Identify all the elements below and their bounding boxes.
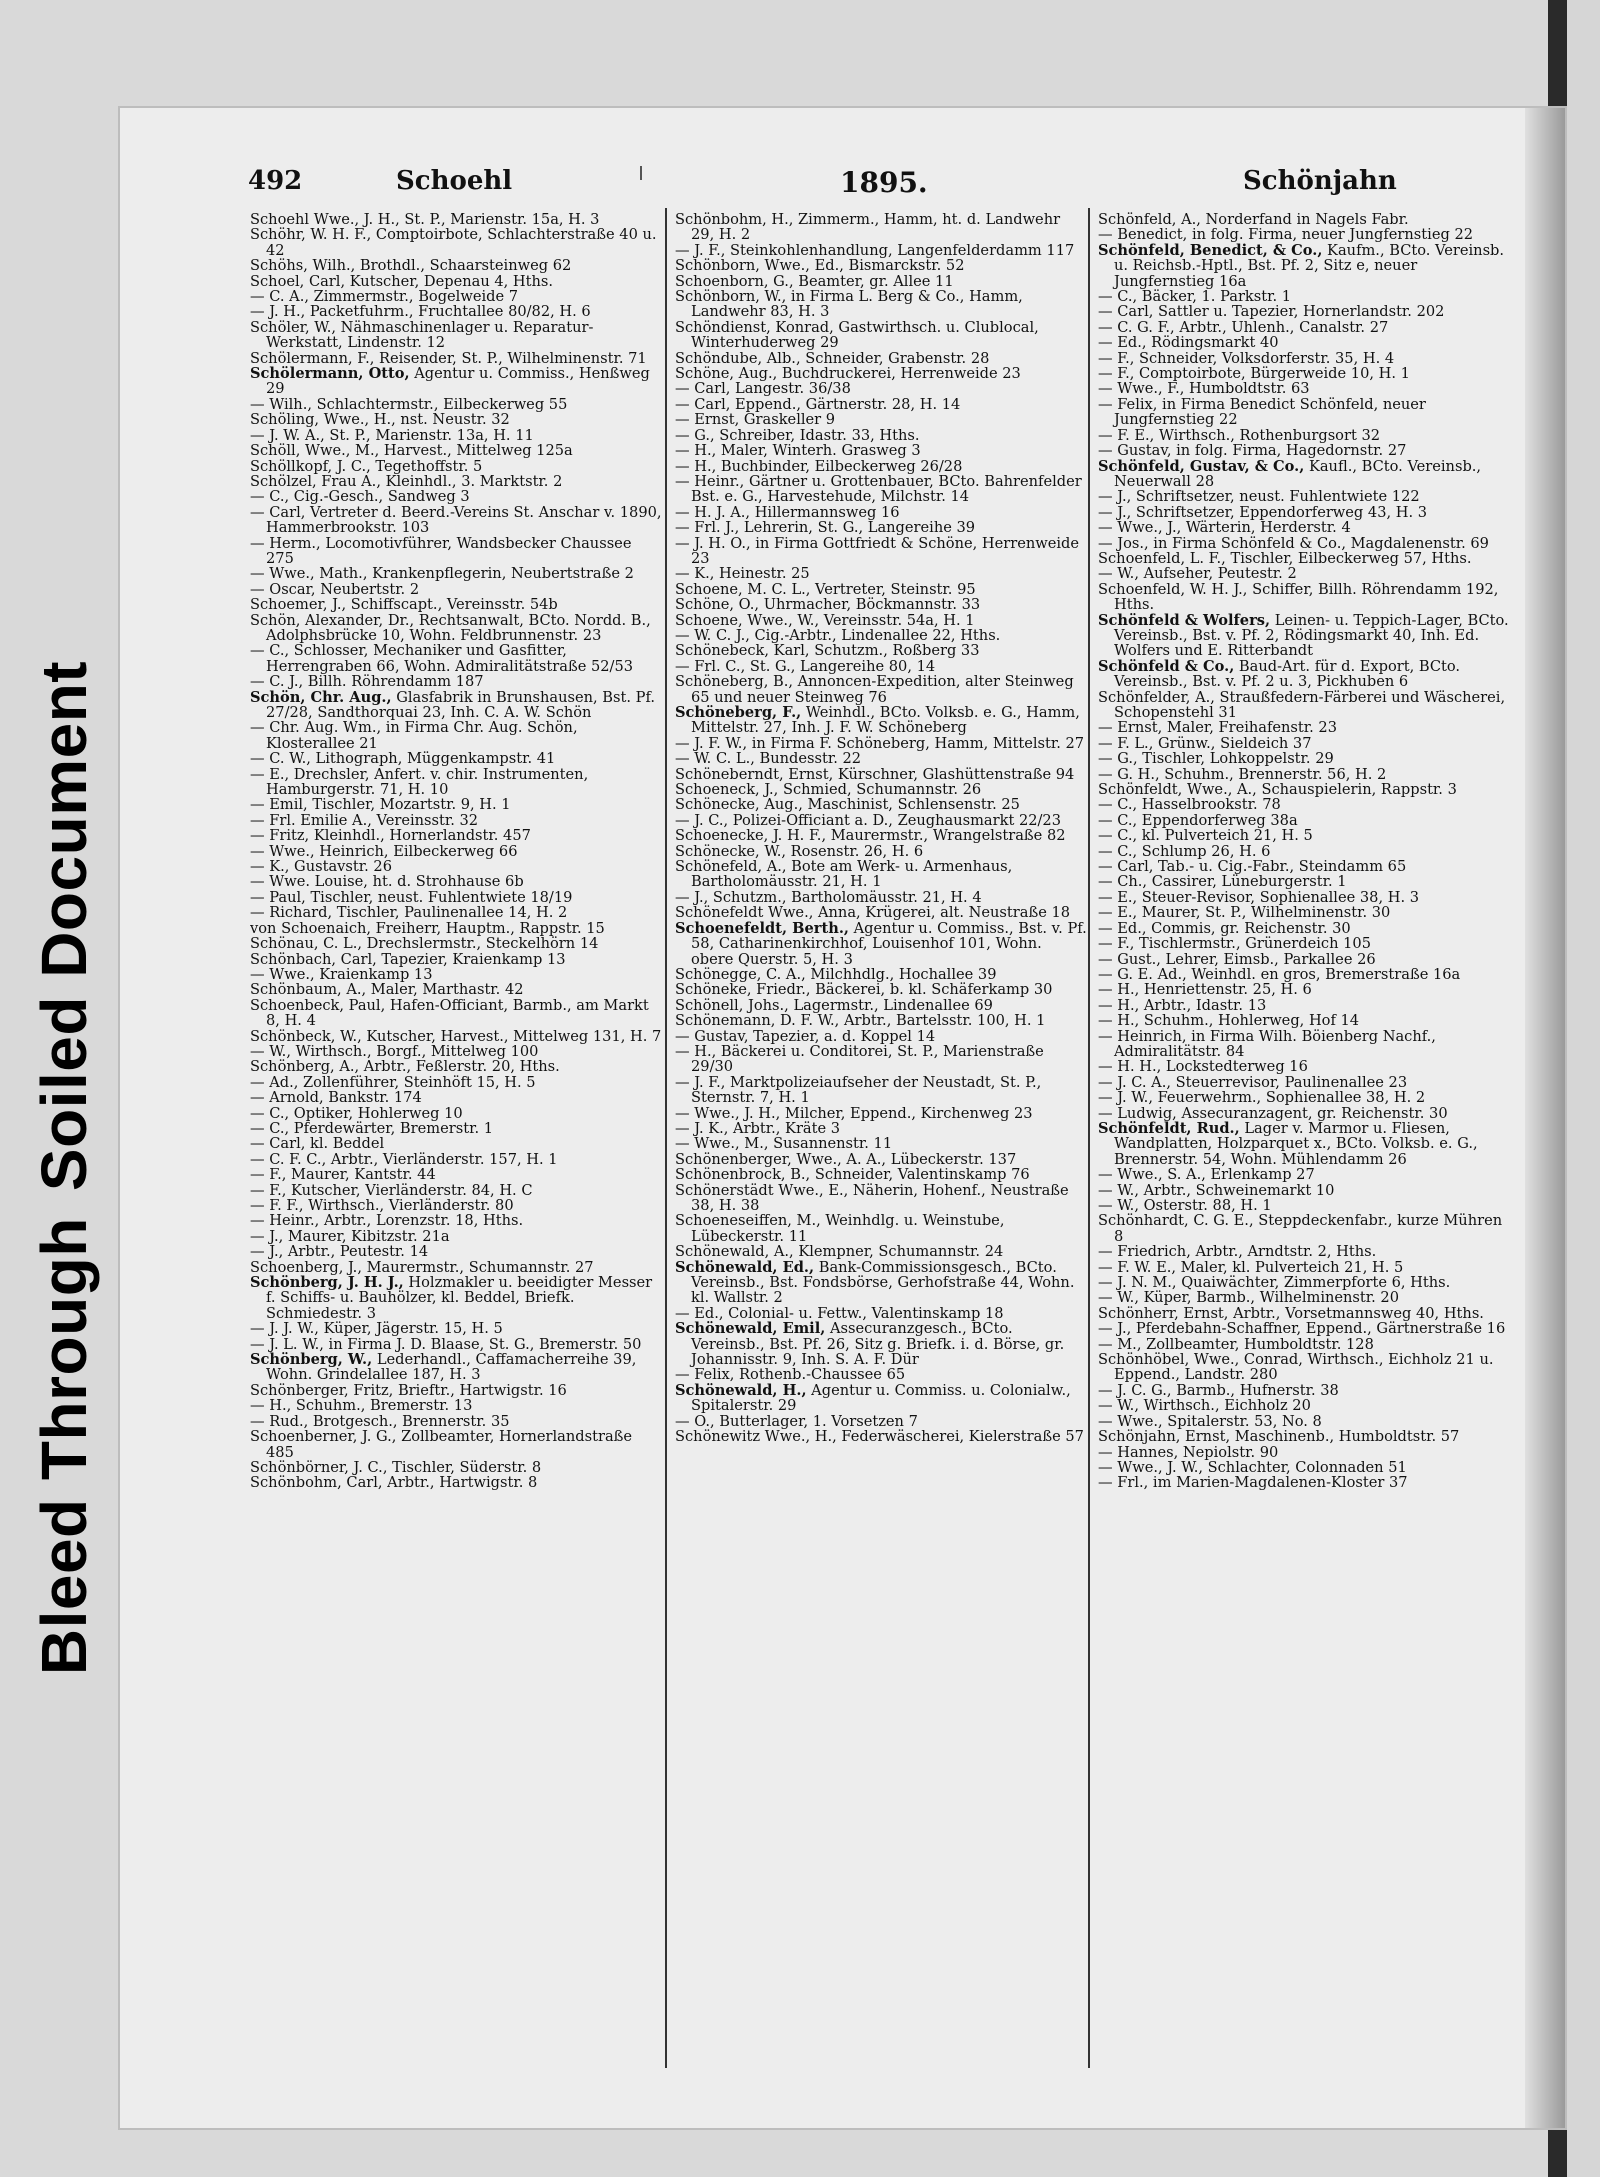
directory-entry: Schön, Chr. Aug., Glasfabrik in Brunshausen, Bst. Pf. 27/28, Sandthorquai 23, Inh. C. A. W. Schön (250, 688, 655, 721)
directory-entry: Schönberg, A., Arbtr., Feßlerstr. 20, Hths. (250, 1058, 560, 1076)
publication-year: 1895. (840, 166, 928, 199)
directory-entry: — W., Osterstr. 88, H. 1 (1098, 1197, 1272, 1214)
directory-entry: — J. L. W., in Firma J. D. Blaase, St. G., Bremerstr. 50 (250, 1335, 642, 1353)
column-rule (1088, 208, 1090, 2068)
directory-entry: — C., kl. Pulverteich 21, H. 5 (1098, 827, 1313, 845)
directory-entry: — O., Butterlager, 1. Vorsetzen 7 (675, 1412, 918, 1430)
directory-entry: Schönegge, C. A., Milchhdlg., Hochallee 39 (675, 965, 997, 983)
directory-entry: — Rud., Brotgesch., Brennerstr. 35 (250, 1412, 510, 1430)
directory-entry: Schönbeck, W., Kutscher, Harvest., Mittelweg 131, H. 7 (250, 1027, 662, 1045)
directory-entry: Schöndube, Alb., Schneider, Grabenstr. 28 (675, 349, 990, 367)
directory-entry: Schöllkopf, J. C., Tegethoffstr. 5 (250, 457, 483, 475)
directory-entry: — W. C. L., Bundesstr. 22 (675, 750, 862, 768)
directory-entry: — G., Schreiber, Idastr. 33, Hths. (675, 426, 920, 444)
directory-entry: — Paul, Tischler, neust. Fuhlentwiete 18/19 (250, 888, 573, 906)
directory-entry: Schöneke, Friedr., Bäckerei, b. kl. Schäferkamp 30 (675, 981, 1053, 999)
directory-entry: Schönefeldt Wwe., Anna, Krügerei, alt. Neustraße 18 (675, 904, 1071, 922)
directory-entry: Schöndienst, Konrad, Gastwirthsch. u. Clublocal, Winterhuderweg 29 (675, 318, 1039, 352)
directory-entry: — Frl. J., Lehrerin, St. G., Langereihe 39 (675, 519, 976, 537)
directory-entry: Schönbohm, H., Zimmerm., Hamm, ht. d. Landwehr 29, H. 2 (675, 212, 1061, 244)
entry-name-bold: Schönfeldt, Rud., (1098, 1119, 1240, 1137)
directory-entry: Schoenbeck, Paul, Hafen-Officiant, Barmb., am Markt 8, H. 4 (250, 996, 649, 1030)
directory-entry: Schoenberg, J., Maurermstr., Schumannstr. 27 (250, 1258, 594, 1276)
directory-entry: — Carl, Langestr. 36/38 (675, 380, 851, 398)
directory-entry: — Wwe., J., Wärterin, Herderstr. 4 (1098, 519, 1351, 537)
directory-entry: Schöneberg, B., Annoncen-Expedition, alter Steinweg 65 und neuer Steinweg 76 (675, 673, 1074, 706)
directory-entry: — J. W. A., St. P., Marienstr. 13a, H. 11 (250, 426, 534, 444)
entry-name-bold: Schoenefeldt, Berth., (675, 919, 849, 937)
entry-name-bold: Schöneberg, F., (675, 704, 802, 721)
directory-entry: — F., Comptoirbote, Bürgerweide 10, H. 1 (1098, 365, 1410, 383)
directory-entry: Schönbach, Carl, Tapezier, Kraienkamp 13 (250, 950, 566, 968)
directory-entry: — J. N. M., Quaiwächter, Zimmerpforte 6, Hths. (1098, 1274, 1451, 1292)
directory-entry: — J. C., Polizei-Officiant a. D., Zeughausmarkt 22/23 (675, 811, 1062, 829)
directory-entry: Schoenfeld, L. F., Tischler, Eilbeckerweg 57, Hths. (1098, 549, 1472, 567)
directory-entry: Schönewald, Emil, Assecuranzgesch., BCto. Vereinsb., Bst. Pf. 26, Sitz g. Briefk. i. d. Börse, gr. Johannisstr. 9, Inh. S. A. F. Dür (675, 1320, 1065, 1369)
directory-entry: Schöhr, W. H. F., Comptoirbote, Schlachterstraße 40 u. 42 (250, 226, 657, 259)
directory-entry: Schönbohm, Carl, Arbtr., Hartwigstr. 8 (250, 1474, 538, 1492)
directory-entry: — F., Maurer, Kantstr. 44 (250, 1166, 436, 1184)
directory-entry: Schöneberg, F., Weinhdl., BCto. Volksb. e. G., Hamm, Mittelstr. 27, Inh. J. F. W. Schöneberg (675, 704, 1080, 737)
directory-entry: — H., Maler, Winterh. Grasweg 3 (675, 442, 921, 460)
directory-entry: — Heinrich, in Firma Wilh. Böienberg Nachf., Admiralitätstr. 84 (1098, 1027, 1436, 1060)
entry-name-bold: Schönfeld & Co., (1098, 657, 1235, 675)
directory-entry: Schönewald, A., Klempner, Schumannstr. 24 (675, 1243, 1004, 1261)
directory-entry: Schönfeld, A., Norderfand in Nagels Fabr. (1098, 212, 1409, 228)
directory-entry: — Wwe. Louise, ht. d. Strohhause 6b (250, 873, 524, 891)
directory-entry: — F., Schneider, Volksdorferstr. 35, H. 4 (1098, 349, 1395, 367)
left-running-head: Schoehl (396, 166, 513, 196)
directory-entry: Schoene, Wwe., W., Vereinsstr. 54a, H. 1 (675, 611, 975, 629)
directory-column-2 (675, 212, 1087, 2072)
directory-entry: — H. H., Lockstedterweg 16 (1098, 1058, 1308, 1076)
directory-entry: — G., Tischler, Lohkoppelstr. 29 (1098, 750, 1334, 768)
page-number: 492 (248, 166, 303, 196)
directory-entry: — F. W. E., Maler, kl. Pulverteich 21, H. 5 (1098, 1258, 1404, 1276)
directory-entry: — Wwe., Kraienkamp 13 (250, 965, 433, 983)
directory-entry: — J. C. A., Steuerrevisor, Paulinenallee 23 (1098, 1073, 1408, 1091)
directory-entry: — F. L., Grünw., Sieldeich 37 (1098, 734, 1312, 752)
directory-entry: — Ad., Zollenführer, Steinhöft 15, H. 5 (250, 1073, 536, 1091)
directory-entry: Schönerstädt Wwe., E., Näherin, Hohenf., Neustraße 38, H. 38 (675, 1181, 1069, 1214)
directory-entry: — Fritz, Kleinhdl., Hornerlandstr. 457 (250, 827, 531, 845)
directory-entry: — J. J. W., Küper, Jägerstr. 15, H. 5 (250, 1320, 503, 1338)
directory-entry: — Arnold, Bankstr. 174 (250, 1089, 422, 1107)
directory-entry: — M., Zollbeamter, Humboldtstr. 128 (1098, 1335, 1374, 1353)
directory-entry: Schoeneck, J., Schmied, Schumannstr. 26 (675, 781, 982, 799)
directory-entry: Schoenecke, J. H. F., Maurermstr., Wrangelstraße 82 (675, 827, 1066, 845)
directory-entry: — H., Arbtr., Idastr. 13 (1098, 996, 1267, 1014)
directory-entry: Schönhardt, C. G. E., Steppdeckenfabr., kurze Mühren 8 (1098, 1212, 1503, 1245)
directory-entry: Schönfeld, Gustav, & Co., Kaufl., BCto. Vereinsb., Neuerwall 28 (1098, 457, 1482, 490)
directory-entry: — Carl, Vertreter d. Beerd.-Vereins St. Anschar v. 1890, Hammerbrookstr. 103 (250, 503, 662, 537)
directory-entry: — J., Arbtr., Peutestr. 14 (250, 1243, 429, 1261)
directory-entry: — J. K., Arbtr., Kräte 3 (675, 1119, 841, 1137)
directory-entry: — W., Küper, Barmb., Wilhelminenstr. 20 (1098, 1289, 1400, 1307)
directory-entry: — Heinr., Arbtr., Lorenzstr. 18, Hths. (250, 1212, 524, 1230)
directory-entry: — Chr. Aug. Wm., in Firma Chr. Aug. Schön, Klosterallee 21 (250, 719, 578, 752)
page-header (248, 166, 1498, 206)
directory-entry: Schoel, Carl, Kutscher, Depenau 4, Hths. (250, 272, 554, 290)
directory-entry: Schoenfeld, W. H. J., Schiffer, Billh. Röhrendamm 192, Hths. (1098, 580, 1499, 614)
directory-entry: — F. F., Wirthsch., Vierländerstr. 80 (250, 1197, 514, 1214)
directory-entry: — Richard, Tischler, Paulinenallee 14, H. 2 (250, 904, 568, 922)
directory-entry: Schöling, Wwe., H., nst. Neustr. 32 (250, 411, 510, 429)
directory-entry: Schölermann, Otto, Agentur u. Commiss., Henßweg 29 (250, 365, 650, 398)
directory-entry: — Wwe., J. W., Schlachter, Colonnaden 51 (1098, 1458, 1407, 1476)
directory-entry: — C., Hasselbrookstr. 78 (1098, 796, 1281, 814)
directory-entry: — Ed., Colonial- u. Fettw., Valentinskamp 18 (675, 1304, 1004, 1322)
directory-entry: Schönefeld, A., Bote am Werk- u. Armenhaus, Bartholomäusstr. 21, H. 1 (675, 858, 1013, 891)
directory-entry: Schönherr, Ernst, Arbtr., Vorsetmannsweg 40, Hths. (1098, 1304, 1484, 1322)
directory-entry: Schöhs, Wilh., Brothdl., Schaarsteinweg 62 (250, 257, 572, 275)
directory-entry: — H., Schuhm., Hohlerweg, Hof 14 (1098, 1012, 1360, 1030)
directory-entry: — C. F. C., Arbtr., Vierländerstr. 157, H. 1 (250, 1150, 558, 1168)
directory-entry: — H., Buchbinder, Eilbeckerweg 26/28 (675, 457, 963, 475)
directory-entry: Schönewitz Wwe., H., Federwäscherei, Kielerstraße 57 (675, 1428, 1084, 1446)
directory-entry: Schönjahn, Ernst, Maschinenb., Humboldtstr. 57 (1098, 1428, 1460, 1446)
directory-entry: Schoenberner, J. G., Zollbeamter, Hornerlandstraße 485 (250, 1428, 633, 1461)
directory-entry: — Felix, Rothenb.-Chaussee 65 (675, 1366, 906, 1384)
directory-entry: — Benedict, in folg. Firma, neuer Jungfernstieg 22 (1098, 226, 1474, 244)
directory-entry: — H., Schuhm., Bremerstr. 13 (250, 1397, 473, 1415)
directory-entry: Schoemer, J., Schiffscapt., Vereinsstr. 54b (250, 596, 558, 614)
directory-entry: — C., Pferdewärter, Bremerstr. 1 (250, 1119, 494, 1137)
directory-entry: Schönberg, W., Lederhandl., Caffamacherreihe 39, Wohn. Grindelallee 187, H. 3 (250, 1351, 637, 1384)
directory-entry: — J. H. O., in Firma Gottfriedt & Schöne, Herrenweide 23 (675, 534, 1080, 567)
directory-entry: von Schoenaich, Freiherr, Hauptm., Rappstr. 15 (250, 919, 605, 937)
directory-entry: — E., Maurer, St. P., Wilhelminenstr. 30 (1098, 904, 1391, 922)
directory-entry: Schönecke, W., Rosenstr. 26, H. 6 (675, 842, 924, 860)
directory-entry: — Wwe., J. H., Milcher, Eppend., Kirchenweg 23 (675, 1104, 1033, 1122)
directory-entry: — C., Schlosser, Mechaniker und Gasfitter, Herrengraben 66, Wohn. Admiralitätstraße 52/53 (250, 642, 634, 675)
right-running-head: Schönjahn (1243, 166, 1397, 196)
directory-entry: — Ed., Commis, gr. Reichenstr. 30 (1098, 919, 1351, 937)
directory-column-1 (250, 212, 662, 2072)
directory-entry: Schönberger, Fritz, Brieftr., Hartwigstr. 16 (250, 1381, 567, 1399)
directory-entry: — C., Schlump 26, H. 6 (1098, 842, 1271, 860)
directory-entry: — Wilh., Schlachtermstr., Eilbeckerweg 55 (250, 395, 568, 413)
directory-entry: Schoeneseiffen, M., Weinhdlg. u. Weinstube, Lübeckerstr. 11 (675, 1212, 1005, 1245)
directory-entry: — Wwe., M., Susannenstr. 11 (675, 1135, 893, 1153)
directory-entry: — Ed., Rödingsmarkt 40 (1098, 334, 1279, 352)
entry-name-bold: Schönewald, H., (675, 1381, 807, 1399)
directory-entry: — J., Pferdebahn-Schaffner, Eppend., Gärtnerstraße 16 (1098, 1320, 1506, 1338)
directory-entry: — C., Cig.-Gesch., Sandweg 3 (250, 488, 470, 506)
directory-entry: Schöne, Aug., Buchdruckerei, Herrenweide 23 (675, 365, 1021, 383)
directory-entry: — Wwe., Heinrich, Eilbeckerweg 66 (250, 842, 518, 860)
directory-entry: — F. E., Wirthsch., Rothenburgsort 32 (1098, 426, 1381, 444)
directory-entry: — C., Optiker, Hohlerweg 10 (250, 1104, 463, 1122)
directory-entry: Schoenborn, G., Beamter, gr. Allee 11 (675, 272, 954, 290)
directory-entry: — W. C. J., Cig.-Arbtr., Lindenallee 22, Hths. (675, 626, 1001, 644)
directory-entry: — Carl, Tab.- u. Cig.-Fabr., Steindamm 65 (1098, 858, 1407, 876)
directory-entry: — Friedrich, Arbtr., Arndtstr. 2, Hths. (1098, 1243, 1377, 1261)
entry-name-bold: Schönberg, W., (250, 1351, 373, 1369)
directory-entry: — W., Arbtr., Schweinemarkt 10 (1098, 1181, 1335, 1199)
directory-entry: — Ch., Cassirer, Lüneburgerstr. 1 (1098, 873, 1347, 891)
directory-entry: — Frl., im Marien-Magdalenen-Kloster 37 (1098, 1474, 1408, 1492)
directory-entry: Schönewald, Ed., Bank-Commissionsgesch., BCto. Vereinsb., Bst. Fondsbörse, Gerhofstraße 44, Wohn. kl. Wallstr. 2 (675, 1258, 1075, 1307)
entry-name-bold: Schönberg, J. H. J., (250, 1274, 404, 1292)
directory-entry: — J. H., Packetfuhrm., Fruchtallee 80/82, H. 6 (250, 303, 591, 321)
directory-entry: Schönecke, Aug., Maschinist, Schlensenstr. 25 (675, 796, 1020, 814)
directory-entry: Schoene, M. C. L., Vertreter, Steinstr. 95 (675, 580, 976, 598)
page-gutter-shadow (1525, 108, 1565, 2128)
directory-entry: — Gustav, Tapezier, a. d. Koppel 14 (675, 1027, 936, 1045)
column-rule (665, 208, 667, 2068)
ink-mark (640, 166, 642, 180)
directory-entry: — Felix, in Firma Benedict Schönfeld, neuer Jungfernstieg 22 (1098, 395, 1426, 429)
entry-name-bold: Schön, Chr. Aug., (250, 688, 392, 706)
directory-entry: Schoehl Wwe., J. H., St. P., Marienstr. 15a, H. 3 (250, 212, 600, 228)
directory-entry: — Emil, Tischler, Mozartstr. 9, H. 1 (250, 796, 511, 814)
directory-entry: Schöler, W., Nähmaschinenlager u. Reparatur-Werkstatt, Lindenstr. 12 (250, 318, 594, 352)
directory-entry: — Wwe., S. A., Erlenkamp 27 (1098, 1166, 1315, 1184)
directory-entry: — G. E. Ad., Weinhdl. en gros, Bremerstraße 16a (1098, 965, 1461, 983)
directory-entry: — C. J., Billh. Röhrendamm 187 (250, 673, 484, 691)
directory-entry: Schönau, C. L., Drechslermstr., Steckelhörn 14 (250, 935, 599, 953)
directory-entry: — Jos., in Firma Schönfeld & Co., Magdalenenstr. 69 (1098, 534, 1489, 552)
directory-entry: Schöll, Wwe., M., Harvest., Mittelweg 125a (250, 442, 573, 460)
directory-entry: — K., Heinestr. 25 (675, 565, 810, 583)
directory-entry: — J. C. G., Barmb., Hufnerstr. 38 (1098, 1381, 1339, 1399)
entry-name-bold: Schönewald, Ed., (675, 1258, 815, 1276)
directory-entry: — Oscar, Neubertstr. 2 (250, 580, 420, 598)
directory-entry: — F., Kutscher, Vierländerstr. 84, H. C (250, 1181, 533, 1199)
entry-name-bold: Schönfeld, Benedict, & Co., (1098, 241, 1323, 259)
directory-entry: — C. W., Lithograph, Müggenkampstr. 41 (250, 750, 556, 768)
directory-entry: — C., Eppendorferweg 38a (1098, 811, 1298, 829)
directory-entry: — Carl, Eppend., Gärtnerstr. 28, H. 14 (675, 395, 961, 413)
entry-name-bold: Schönfeld & Wolfers, (1098, 611, 1271, 629)
directory-entry: Schönenbrock, B., Schneider, Valentinskamp 76 (675, 1166, 1030, 1184)
directory-entry: Schönbörner, J. C., Tischler, Süderstr. 8 (250, 1458, 542, 1476)
directory-entry: — F., Tischlermstr., Grünerdeich 105 (1098, 935, 1371, 953)
directory-entry: — Wwe., F., Humboldtstr. 63 (1098, 380, 1310, 398)
directory-entry: Schönfeldt, Rud., Lager v. Marmor u. Fliesen, Wandplatten, Holzparquet x., BCto. Volksb. e. G., Brennerstr. 54, Wohn. Mühlendamm 26 (1098, 1119, 1478, 1168)
directory-entry: — Gustav, in folg. Firma, Hagedornstr. 27 (1098, 442, 1407, 460)
directory-entry: Schönfelder, A., Straußfedern-Färberei und Wäscherei, Schopenstehl 31 (1098, 688, 1506, 721)
directory-entry: Schoenefeldt, Berth., Agentur u. Commiss., Bst. v. Pf. 58, Catharinenkirchhof, Louisenhof 101, Wohn. obere Querstr. 5, H. 3 (675, 919, 1087, 968)
bleed-through-label: Bleed Through (28, 1217, 100, 1676)
directory-entry: Schönebeck, Karl, Schutzm., Roßberg 33 (675, 642, 980, 660)
directory-entry: Schöne, O., Uhrmacher, Böckmannstr. 33 (675, 596, 981, 614)
directory-entry: — E., Drechsler, Anfert. v. chir. Instrumenten, Hamburgerstr. 71, H. 10 (250, 765, 589, 799)
directory-entry: Schönfeldt, Wwe., A., Schauspielerin, Rappstr. 3 (1098, 781, 1457, 799)
directory-entry: — W., Wirthsch., Borgf., Mittelweg 100 (250, 1042, 539, 1060)
directory-entry: — Frl. Emilie A., Vereinsstr. 32 (250, 811, 479, 829)
directory-entry: Schönewald, H., Agentur u. Commiss. u. Colonialw., Spitalerstr. 29 (675, 1381, 1071, 1415)
directory-entry: — Heinr., Gärtner u. Grottenbauer, BCto. Bahrenfelder Bst. e. G., Harvestehude, Milchstr. 14 (675, 472, 1082, 506)
directory-entry: — Ernst, Maler, Freihafenstr. 23 (1098, 719, 1338, 737)
directory-entry: Schönhöbel, Wwe., Conrad, Wirthsch., Eichholz 21 u. Eppend., Landstr. 280 (1098, 1351, 1494, 1384)
directory-column-3 (1098, 212, 1510, 2072)
entry-name-bold: Schönfeld, Gustav, & Co., (1098, 457, 1305, 475)
directory-entry: Schönbaum, A., Maler, Marthastr. 42 (250, 981, 524, 999)
directory-entry: — J. F., Marktpolizeiaufseher der Neustadt, St. P., Sternstr. 7, H. 1 (675, 1073, 1042, 1107)
directory-entry: — C., Bäcker, 1. Parkstr. 1 (1098, 288, 1292, 306)
directory-entry: Schönborn, W., in Firma L. Berg & Co., Hamm, Landwehr 83, H. 3 (675, 288, 1023, 321)
directory-entry: Schönfeld, Benedict, & Co., Kaufm., BCto. Vereinsb. u. Reichsb.-Hptl., Bst. Pf. 2, Sitz e, neuer Jungfernstieg 16a (1098, 241, 1505, 290)
directory-entry: Schölzel, Frau A., Kleinhdl., 3. Marktstr. 2 (250, 472, 563, 490)
directory-entry: — K., Gustavstr. 26 (250, 858, 392, 876)
directory-entry: — J. W., Feuerwehrm., Sophienallee 38, H. 2 (1098, 1089, 1426, 1107)
directory-entry: — Hannes, Nepiolstr. 90 (1098, 1443, 1279, 1461)
directory-entry: — H., Bäckerei u. Conditorei, St. P., Marienstraße 29/30 (675, 1042, 1044, 1076)
directory-entry: — E., Steuer-Revisor, Sophienallee 38, H. 3 (1098, 888, 1420, 906)
directory-entry: — Frl. C., St. G., Langereihe 80, 14 (675, 657, 936, 675)
scan-edge-light (1567, 0, 1600, 2177)
directory-entry: — J., Maurer, Kibitzstr. 21a (250, 1227, 450, 1245)
directory-entry: Schönemann, D. F. W., Arbtr., Bartelsstr. 100, H. 1 (675, 1012, 1046, 1030)
directory-entry: — J. F., Steinkohlenhandlung, Langenfelderdamm 117 (675, 241, 1075, 259)
directory-entry: — J. F. W., in Firma F. Schöneberg, Hamm, Mittelstr. 27 (675, 734, 1085, 752)
directory-entry: Schönfeld & Co., Baud-Art. für d. Export, BCto. Vereinsb., Bst. v. Pf. 2 u. 3, Pickhuben 6 (1098, 657, 1461, 691)
directory-entry: — Wwe., Spitalerstr. 53, No. 8 (1098, 1412, 1322, 1430)
directory-entry: — Carl, kl. Beddel (250, 1135, 385, 1153)
directory-entry: — H. J. A., Hillermannsweg 16 (675, 503, 900, 521)
entry-name-bold: Schönewald, Emil, (675, 1320, 826, 1338)
directory-entry: Schölermann, F., Reisender, St. P., Wilhelminenstr. 71 (250, 349, 647, 367)
directory-entry: Schönell, Johs., Lagermstr., Lindenallee 69 (675, 996, 993, 1014)
directory-entry: Schönberg, J. H. J., Holzmakler u. beeidigter Messer f. Schiffs- u. Bauhölzer, kl. Beddel, Briefk. Schmiedestr. 3 (250, 1274, 653, 1322)
directory-entry: — G. H., Schuhm., Brennerstr. 56, H. 2 (1098, 765, 1387, 783)
directory-entry: Schöneberndt, Ernst, Kürschner, Glashüttenstraße 94 (675, 765, 1075, 783)
directory-entry: — Carl, Sattler u. Tapezier, Hornerlandstr. 202 (1098, 303, 1445, 321)
entry-name-bold: Schölermann, Otto, (250, 365, 410, 383)
directory-entry: — J., Schriftsetzer, Eppendorferweg 43, H. 3 (1098, 503, 1428, 521)
directory-entry: Schön, Alexander, Dr., Rechtsanwalt, BCto. Nordd. B., Adolphsbrücke 10, Wohn. Feldbrunnenstr. 23 (250, 611, 651, 644)
directory-entry: — H., Henriettenstr. 25, H. 6 (1098, 981, 1312, 999)
directory-entry: — W., Wirthsch., Eichholz 20 (1098, 1397, 1311, 1415)
directory-entry: — Herm., Locomotivführer, Wandsbecker Chaussee 275 (250, 534, 632, 567)
directory-entry: — C. A., Zimmermstr., Bogelweide 7 (250, 288, 519, 306)
directory-entry: — Ernst, Graskeller 9 (675, 411, 836, 429)
directory-entry: — Gust., Lehrer, Eimsb., Parkallee 26 (1098, 950, 1376, 968)
directory-entry: — J., Schriftsetzer, neust. Fuhlentwiete 122 (1098, 488, 1420, 506)
directory-entry: — W., Aufseher, Peutestr. 2 (1098, 565, 1297, 583)
directory-entry: — C. G. F., Arbtr., Uhlenh., Canalstr. 27 (1098, 318, 1389, 336)
directory-entry: — Wwe., Math., Krankenpflegerin, Neubertstraße 2 (250, 565, 634, 583)
soiled-document-label: Soiled Document (28, 660, 100, 1192)
directory-entry: — J., Schutzm., Bartholomäusstr. 21, H. 4 (675, 888, 982, 906)
directory-entry: — Ludwig, Assecuranzagent, gr. Reichenstr. 30 (1098, 1104, 1448, 1122)
directory-entry: Schönfeld & Wolfers, Leinen- u. Teppich-Lager, BCto. Vereinsb., Bst. v. Pf. 2, Rödingsmarkt 40, Inh. Ed. Wolfers und E. Ritterbandt (1098, 611, 1509, 660)
directory-entry: Schönborn, Wwe., Ed., Bismarckstr. 52 (675, 257, 965, 275)
document-condition-label (4, 640, 124, 1676)
directory-entry: Schönenberger, Wwe., A. A., Lübeckerstr. 137 (675, 1150, 1017, 1168)
